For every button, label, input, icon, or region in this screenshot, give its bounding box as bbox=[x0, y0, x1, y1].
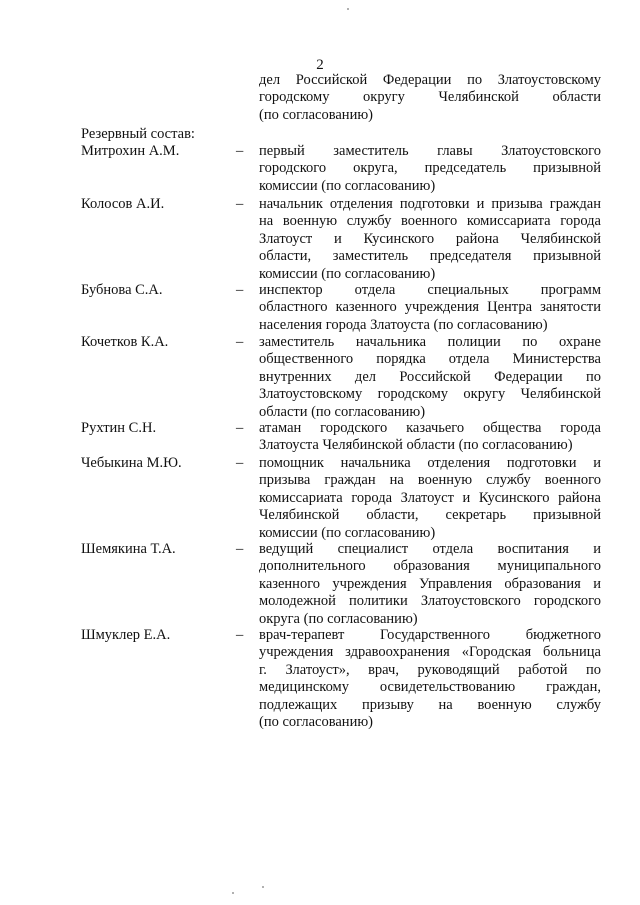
text-line: комиссии (по согласованию) bbox=[259, 265, 436, 282]
dash-separator: – bbox=[236, 282, 244, 298]
text-line: Челябинской области, секретарь призывной bbox=[259, 507, 601, 524]
text-line: городскому округу Челябинской области bbox=[259, 89, 601, 106]
member-role bbox=[259, 196, 601, 283]
text-line: округа (по согласованию) bbox=[259, 610, 418, 627]
text-line: комиссии (по согласованию) bbox=[259, 524, 436, 541]
member-name: Бубнова С.А. bbox=[81, 282, 163, 298]
member-name: Кочетков К.А. bbox=[81, 334, 169, 350]
text-line: врач-терапевт Государственного бюджетного bbox=[259, 627, 601, 643]
member-role bbox=[259, 455, 601, 542]
text-line: подлежащих призыву на военную службу bbox=[259, 696, 601, 713]
scan-speck bbox=[262, 886, 264, 888]
member-role bbox=[259, 143, 601, 195]
dash-separator: – bbox=[236, 143, 244, 159]
text-line: Златоустовскому городскому округу Челябинской bbox=[259, 386, 601, 403]
member-name: Рухтин С.Н. bbox=[81, 420, 157, 436]
text-line: казенного учреждения Управления образования и bbox=[259, 575, 601, 592]
text-line: Златоуста Челябинской области (по согласованию) bbox=[259, 437, 573, 454]
text-line: заместитель начальника полиции по охране bbox=[259, 334, 601, 350]
text-line: областного казенного учреждения Центра занятости bbox=[259, 299, 601, 316]
text-line: (по согласованию) bbox=[259, 106, 373, 123]
page-number: 2 bbox=[316, 57, 324, 73]
member-name: Чебыкина М.Ю. bbox=[81, 455, 182, 471]
text-line: (по согласованию) bbox=[259, 714, 373, 731]
dash-separator: – bbox=[236, 334, 244, 350]
text-line: на военную службу военного комиссариата города bbox=[259, 213, 601, 230]
dash-separator: – bbox=[236, 627, 244, 643]
dash-separator: – bbox=[236, 196, 244, 212]
reserve-heading: Резервный состав: bbox=[81, 126, 195, 142]
dash-separator: – bbox=[236, 455, 244, 471]
text-line: дел Российской Федерации по Златоустовскому bbox=[259, 72, 601, 88]
text-line: ведущий специалист отдела воспитания и bbox=[259, 541, 601, 557]
member-name: Шемякина Т.А. bbox=[81, 541, 176, 557]
text-line: внутренних дел Российской Федерации по bbox=[259, 368, 601, 385]
text-line: общественного порядка отдела Министерства bbox=[259, 351, 601, 368]
text-line: призыва граждан на военную службу военного bbox=[259, 472, 601, 489]
member-role bbox=[259, 334, 601, 421]
text-line: атаман городского казачьего общества города bbox=[259, 420, 601, 436]
scan-speck bbox=[347, 8, 349, 10]
text-line: г. Златоуст», врач, руководящий работой по bbox=[259, 661, 601, 678]
text-line: помощник начальника отделения подготовки и bbox=[259, 455, 601, 471]
text-line: области, заместитель председателя призывной bbox=[259, 248, 601, 265]
member-name: Колосов А.И. bbox=[81, 196, 165, 212]
text-line: начальник отделения подготовки и призыва граждан bbox=[259, 196, 601, 212]
text-line: населения города Златоуста (по согласованию) bbox=[259, 316, 548, 333]
text-line: Златоуст и Кусинского района Челябинской bbox=[259, 230, 601, 247]
member-name: Шмуклер Е.А. bbox=[81, 627, 171, 643]
text-line: дополнительного образования муниципального bbox=[259, 558, 601, 575]
text-line: учреждения здравоохранения «Городская больница bbox=[259, 644, 601, 661]
member-name: Митрохин А.М. bbox=[81, 143, 180, 159]
member-role bbox=[259, 627, 601, 731]
member-role bbox=[259, 541, 601, 628]
text-line: молодежной политики Златоустовского городского bbox=[259, 593, 601, 610]
text-line: городского округа, председатель призывной bbox=[259, 160, 601, 177]
dash-separator: – bbox=[236, 541, 244, 557]
text-line: комиссии (по согласованию) bbox=[259, 177, 436, 194]
scan-speck bbox=[232, 892, 234, 894]
member-role bbox=[259, 420, 601, 455]
dash-separator: – bbox=[236, 420, 244, 436]
intro-continuation bbox=[259, 72, 601, 124]
text-line: медицинскому освидетельствованию граждан, bbox=[259, 679, 601, 696]
text-line: инспектор отдела специальных программ bbox=[259, 282, 601, 298]
text-line: комиссариата города Златоуст и Кусинского района bbox=[259, 489, 601, 506]
text-line: первый заместитель главы Златоустовского bbox=[259, 143, 601, 159]
text-line: области (по согласованию) bbox=[259, 403, 426, 420]
member-role bbox=[259, 282, 601, 334]
